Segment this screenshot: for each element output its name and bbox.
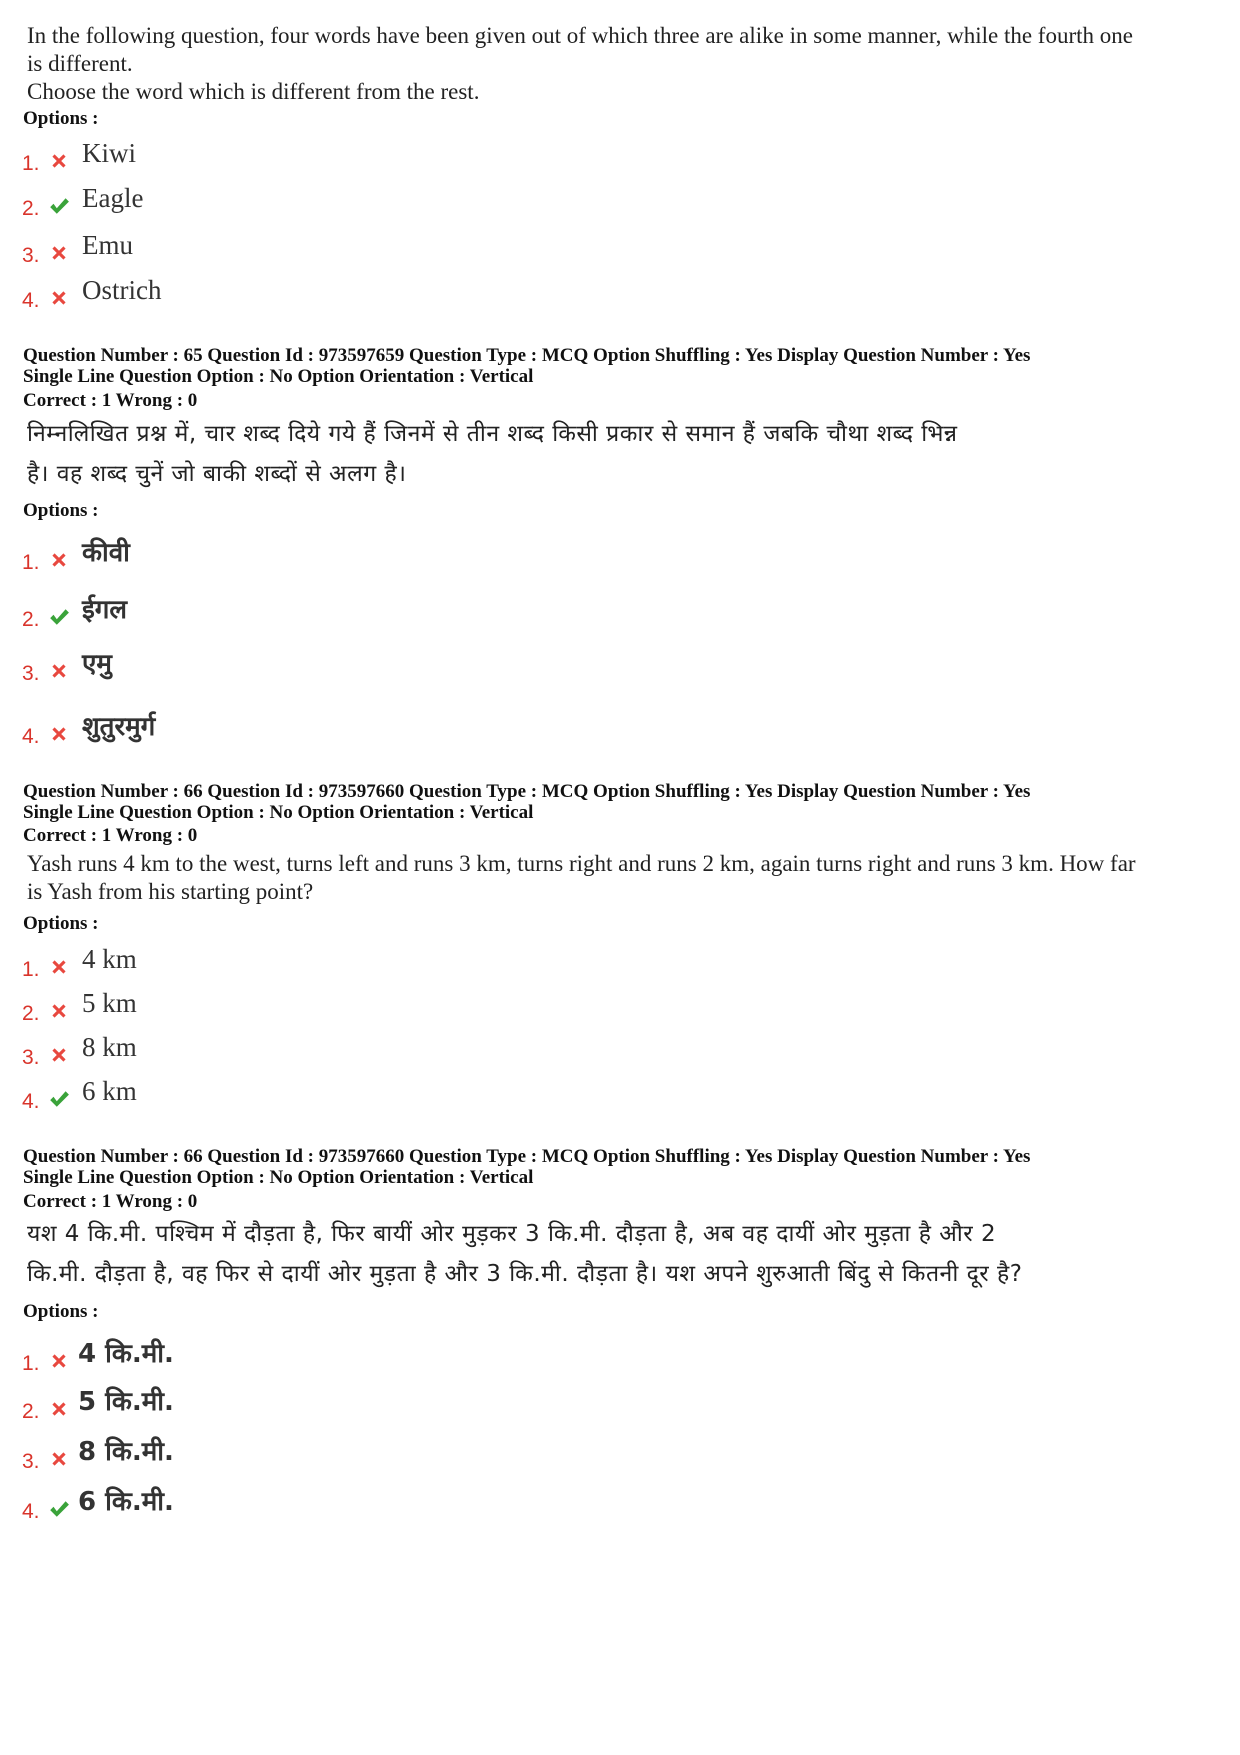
option-text: 5 km xyxy=(82,988,137,1018)
q65-text-line1: निम्नलिखित प्रश्न में, चार शब्द दिये गये हैं जिनमें से तीन शब्द किसी प्रकार से समान हैं जबकि चौथा शब्द भिन्न xyxy=(27,421,958,447)
q66-text-line1: Yash runs 4 km to the west, turns left and runs 3 km, turns right and runs 2 km, again turns right and runs 3 km. How far xyxy=(27,851,1136,876)
option-text: Emu xyxy=(82,230,133,260)
option-text: ईगल xyxy=(82,595,128,625)
q66-hi-meta xyxy=(23,1146,1030,1188)
q65-text xyxy=(27,414,1222,494)
option-number: 3. xyxy=(22,1450,40,1473)
option-number: 1. xyxy=(22,1352,40,1375)
q66-hi-meta-line1: Question Number : 66 Question Id : 973597660 Question Type : MCQ Option Shuffling : Yes Display Question Number : Yes xyxy=(23,1146,1031,1167)
q65-text-line2: है। वह शब्द चुनें जो बाकी शब्दों से अलग है। xyxy=(27,461,407,487)
q66-text xyxy=(27,850,1222,906)
q66-hi-text-line1: यश 4 कि.मी. पश्चिम में दौड़ता है, फिर बायीं ओर मुड़कर 3 कि.मी. दौड़ता है, अब वह दायीं ओर मुड़ता है और 2 xyxy=(27,1221,997,1247)
option-number: 1. xyxy=(22,551,40,574)
option-number: 4. xyxy=(22,1500,40,1523)
option-number: 3. xyxy=(22,662,40,685)
option-text: 4 कि.मी. xyxy=(78,1339,174,1369)
q66-hi-text xyxy=(27,1214,1222,1294)
q65-meta-line2: Single Line Question Option : No Option Orientation : Vertical xyxy=(23,366,534,387)
option-number: 4. xyxy=(22,289,40,312)
option-number: 4. xyxy=(22,1090,40,1113)
option-number: 1. xyxy=(22,958,40,981)
option-text: कीवी xyxy=(82,538,130,568)
q65-meta xyxy=(23,345,1030,387)
option-text: Kiwi xyxy=(82,138,136,168)
q65-marks: Correct : 1 Wrong : 0 xyxy=(23,390,198,411)
cross-icon xyxy=(48,242,70,264)
q65-meta-line1: Question Number : 65 Question Id : 973597659 Question Type : MCQ Option Shuffling : Yes Display Question Number : Yes xyxy=(23,345,1031,366)
check-icon xyxy=(48,1088,70,1110)
option-text: 5 कि.मी. xyxy=(78,1387,174,1417)
option-text: Eagle xyxy=(82,183,144,213)
cross-icon xyxy=(48,287,70,309)
option-number: 2. xyxy=(22,1002,40,1025)
cross-icon xyxy=(48,1000,70,1022)
check-icon xyxy=(48,606,70,628)
cross-icon xyxy=(48,660,70,682)
option-number: 2. xyxy=(22,197,40,220)
q64-options-label: Options : xyxy=(23,108,99,129)
q64-text-line1: In the following question, four words have been given out of which three are alike in some manner, while the fourth one xyxy=(27,23,1133,48)
q64-text xyxy=(27,22,1222,106)
q66-hi-options-label: Options : xyxy=(23,1301,99,1322)
option-number: 4. xyxy=(22,725,40,748)
cross-icon xyxy=(48,1398,70,1420)
q66-options-label: Options : xyxy=(23,913,99,934)
check-icon xyxy=(48,195,70,217)
option-text: Ostrich xyxy=(82,275,162,305)
q64-text-line2: is different. xyxy=(27,51,133,76)
q66-meta-line1: Question Number : 66 Question Id : 973597660 Question Type : MCQ Option Shuffling : Yes Display Question Number : Yes xyxy=(23,781,1031,802)
q65-options-label: Options : xyxy=(23,500,99,521)
cross-icon xyxy=(48,1044,70,1066)
q66-marks: Correct : 1 Wrong : 0 xyxy=(23,825,198,846)
q66-meta xyxy=(23,781,1030,823)
cross-icon xyxy=(48,1350,70,1372)
q66-hi-text-line2: कि.मी. दौड़ता है, वह फिर से दायीं ओर मुड़ता है और 3 कि.मी. दौड़ता है। यश अपने शुरुआती बिंदु से कितनी दूर है? xyxy=(27,1261,1023,1287)
cross-icon xyxy=(48,549,70,571)
option-text: 8 कि.मी. xyxy=(78,1437,174,1467)
cross-icon xyxy=(48,956,70,978)
option-number: 3. xyxy=(22,1046,40,1069)
q66-hi-marks: Correct : 1 Wrong : 0 xyxy=(23,1191,198,1212)
option-text: 4 km xyxy=(82,944,137,974)
q66-hi-meta-line2: Single Line Question Option : No Option Orientation : Vertical xyxy=(23,1167,534,1188)
q66-meta-line2: Single Line Question Option : No Option Orientation : Vertical xyxy=(23,802,534,823)
option-number: 2. xyxy=(22,1400,40,1423)
option-text: शुतुरमुर्ग xyxy=(82,712,156,742)
cross-icon xyxy=(48,1448,70,1470)
check-icon xyxy=(48,1498,70,1520)
option-number: 2. xyxy=(22,608,40,631)
q64-text-line3: Choose the word which is different from the rest. xyxy=(27,79,480,104)
option-text: 6 कि.मी. xyxy=(78,1487,174,1517)
option-text: एमु xyxy=(82,649,112,679)
q66-text-line2: is Yash from his starting point? xyxy=(27,879,314,904)
option-number: 3. xyxy=(22,244,40,267)
option-text: 6 km xyxy=(82,1076,137,1106)
cross-icon xyxy=(48,150,70,172)
option-text: 8 km xyxy=(82,1032,137,1062)
cross-icon xyxy=(48,723,70,745)
option-number: 1. xyxy=(22,152,40,175)
